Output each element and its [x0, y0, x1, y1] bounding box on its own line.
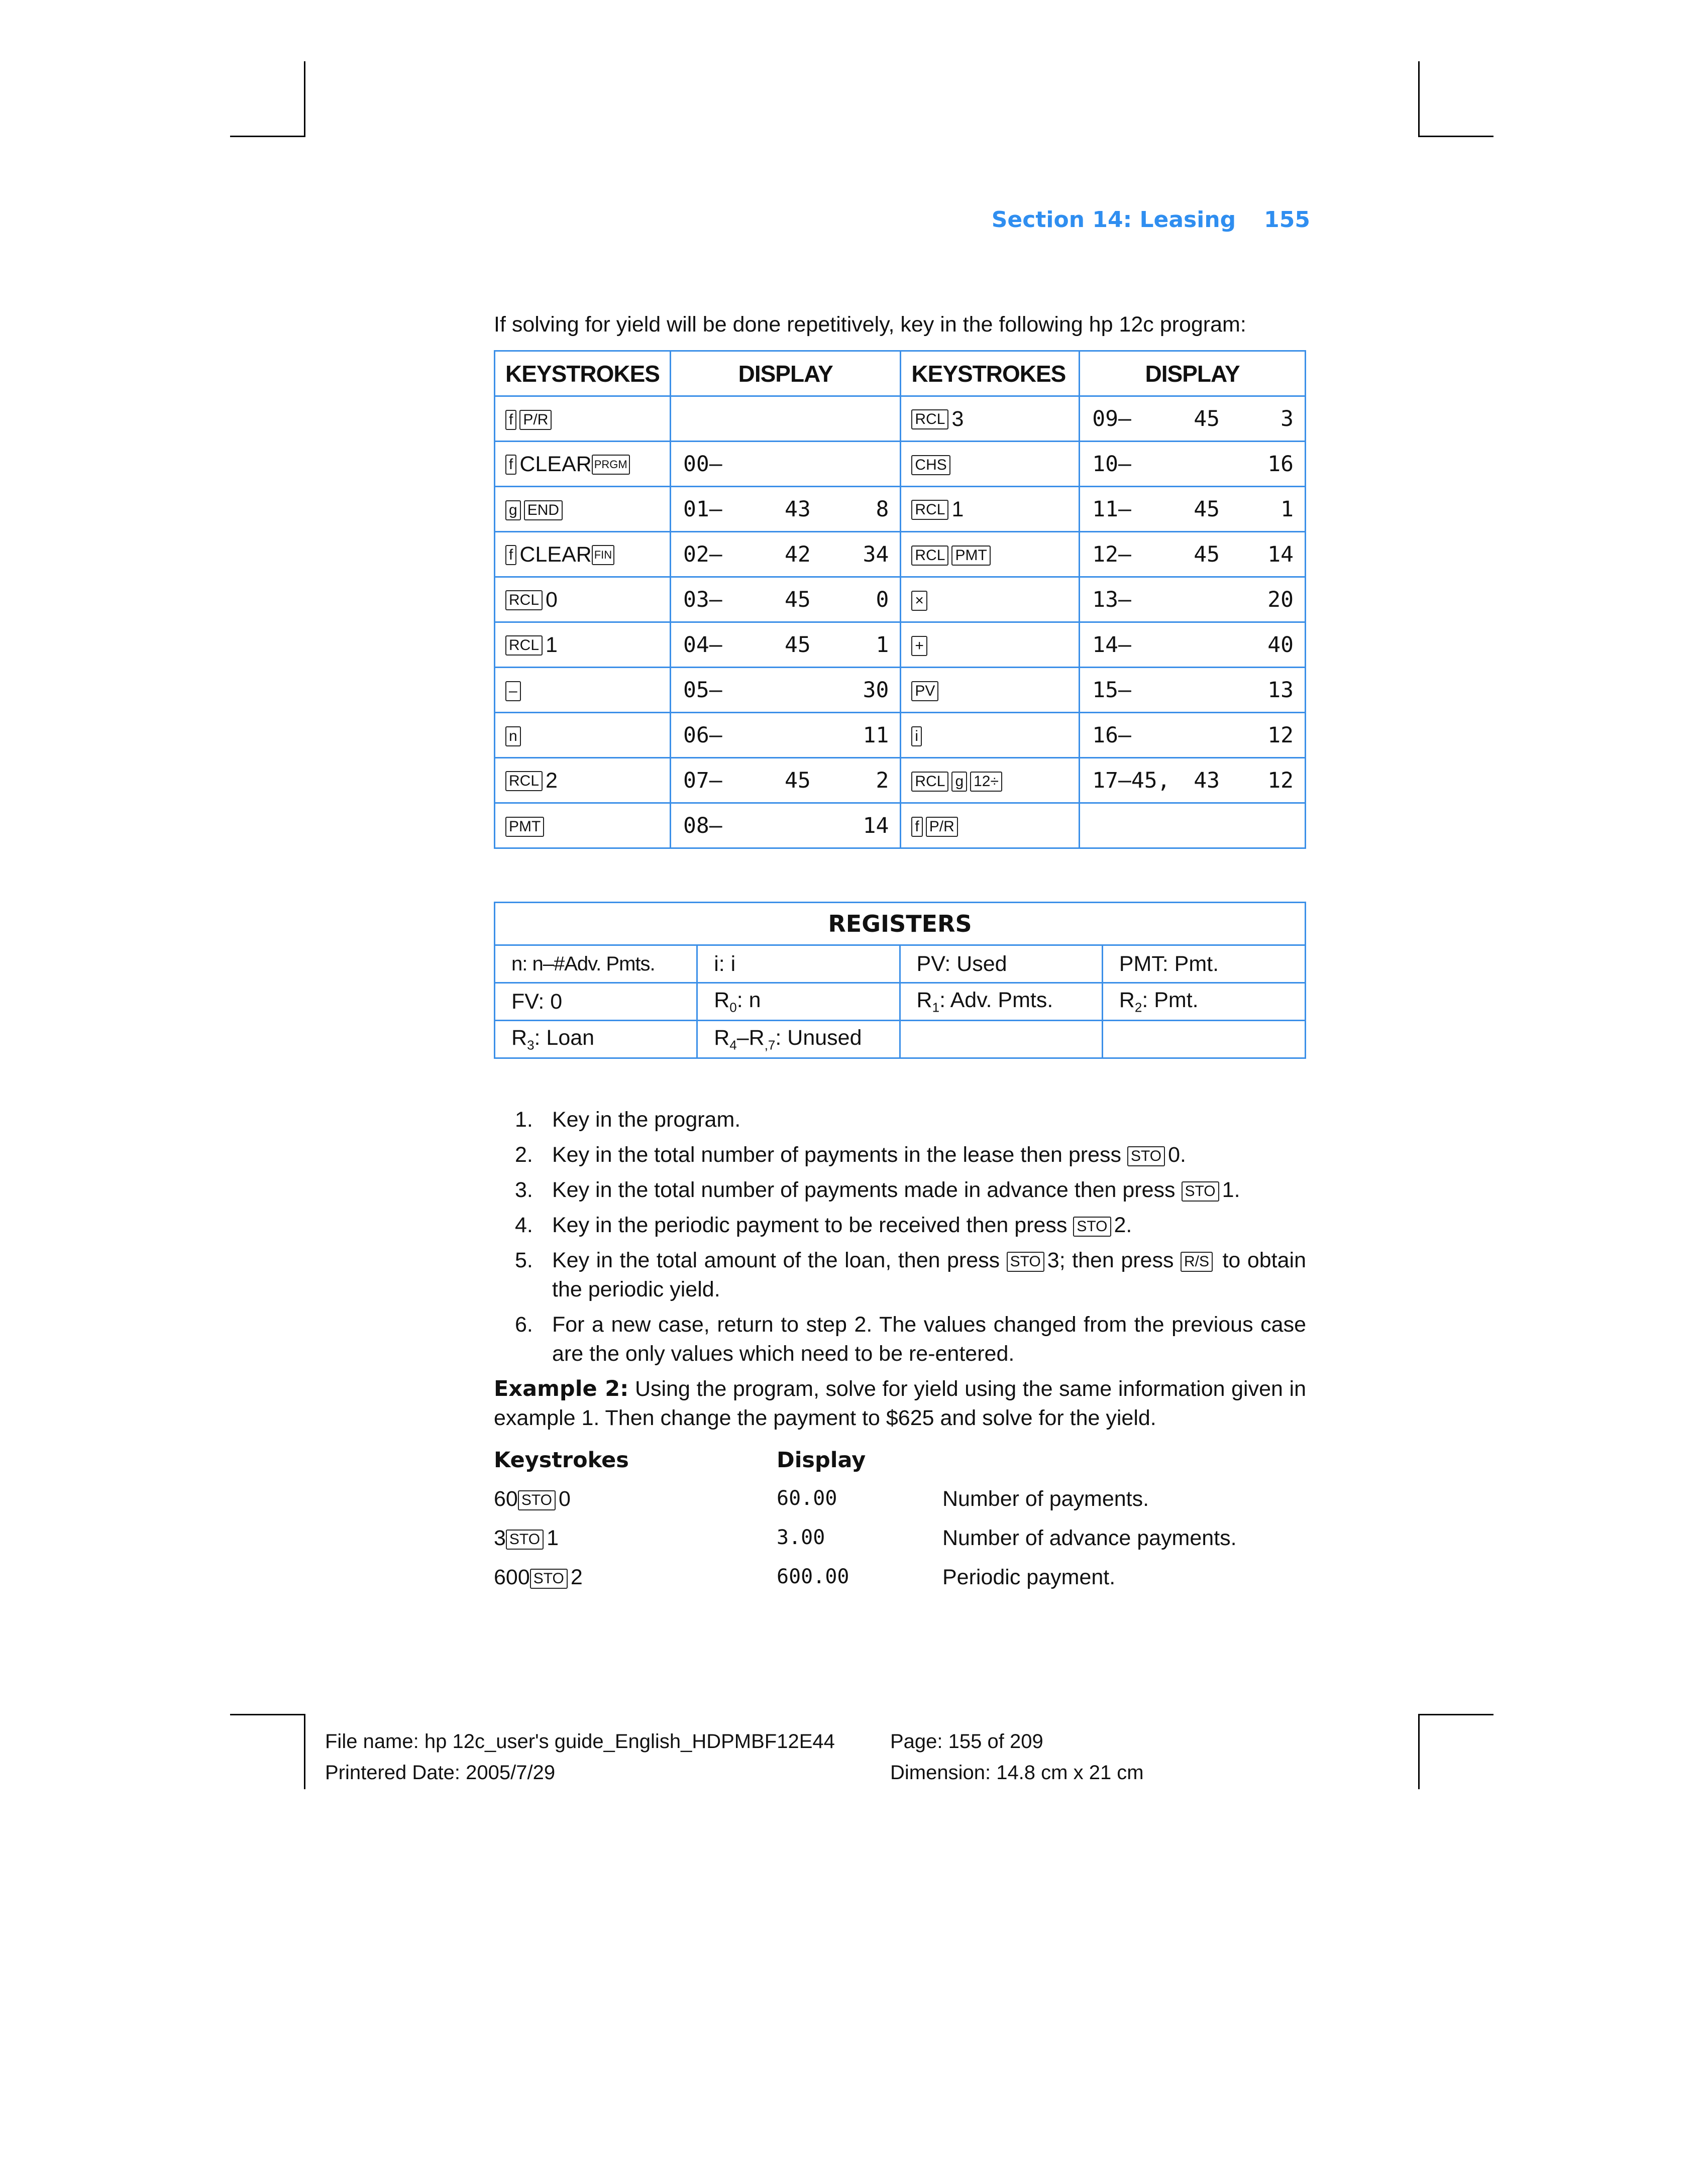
example-row	[494, 1526, 1306, 1565]
step-text: 3; then press	[1047, 1248, 1181, 1272]
footer-page: Page: 155 of 209	[890, 1730, 1043, 1753]
display-value: 34	[863, 541, 889, 567]
step-item	[494, 1310, 1306, 1368]
keystroke-cell	[495, 713, 671, 758]
calc-key: P/R	[926, 817, 958, 837]
example-number: 3	[494, 1526, 506, 1550]
display-value: 45	[1194, 541, 1220, 567]
display-value: 45	[784, 632, 811, 658]
step-number: 2.	[515, 1143, 533, 1167]
display-value: 14	[863, 813, 889, 838]
display-cell	[670, 396, 900, 442]
header-display-right: DISPLAY	[1080, 351, 1306, 396]
display-value: 45	[784, 587, 811, 612]
registers-title: REGISTERS	[495, 903, 1306, 945]
intro-paragraph: If solving for yield will be done repetitively, key in the following hp 12c program:	[494, 312, 1246, 337]
calc-key: END	[524, 500, 563, 520]
register-r2: $R_2$: Pmt.	[1102, 983, 1305, 1021]
running-header	[992, 207, 1310, 233]
display-cell	[1080, 396, 1306, 442]
keystroke-cell	[901, 487, 1080, 532]
header-keystrokes-left: KEYSTROKES	[495, 351, 671, 396]
display-value: 09–	[1092, 406, 1131, 431]
display-cell	[1080, 577, 1306, 622]
calc-key: RCL	[505, 771, 543, 791]
keystroke-text: 0	[546, 588, 558, 612]
display-value: 00–	[683, 451, 722, 477]
display-value: 15–	[1092, 677, 1131, 703]
registers-table	[494, 902, 1306, 1059]
display-value: 1	[876, 632, 889, 658]
display-value: 3	[1280, 406, 1294, 431]
keystroke-cell	[901, 577, 1080, 622]
step-text: Key in the total amount of the loan, then press	[552, 1248, 1007, 1272]
register-pv: PV: Used	[900, 945, 1102, 983]
footer-printed-date: Printered Date: 2005/7/29	[325, 1762, 556, 1784]
registers-row	[495, 945, 1306, 983]
display-value: 14	[1267, 541, 1294, 567]
keystroke-cell	[495, 532, 671, 577]
keystroke-cell	[495, 803, 671, 848]
display-cell	[670, 577, 900, 622]
display-value: 06–	[683, 722, 722, 748]
display-cell	[1080, 532, 1306, 577]
step-number: 3.	[515, 1178, 533, 1202]
calc-key: f	[505, 410, 516, 430]
keystroke-cell	[495, 668, 671, 713]
display-value: 2	[876, 768, 889, 793]
step-text: Key in the total number of payments in the lease then press	[552, 1143, 1127, 1167]
display-cell	[1080, 622, 1306, 668]
register-r3: $R_3$: Loan	[495, 1021, 697, 1058]
program-table-body	[495, 396, 1306, 848]
calc-key: STO	[518, 1490, 556, 1510]
crop-mark-bottom-right-v	[1418, 1714, 1420, 1789]
display-value: 10–	[1092, 451, 1131, 477]
display-value: 8	[876, 496, 889, 522]
footer-dimension: Dimension: 14.8 cm x 21 cm	[890, 1762, 1144, 1784]
example-number: 60	[494, 1487, 518, 1511]
display-value: 1	[1280, 496, 1294, 522]
register-r1: $R_1$: Adv. Pmts.	[900, 983, 1102, 1021]
keystroke-cell	[495, 396, 671, 442]
calc-key: ×	[911, 591, 927, 611]
program-row	[495, 713, 1306, 758]
keystroke-cell	[901, 713, 1080, 758]
display-value: 30	[863, 677, 889, 703]
display-value: 05–	[683, 677, 722, 703]
display-value: 13	[1267, 677, 1294, 703]
example-number: 600	[494, 1565, 530, 1589]
calc-key: f	[505, 545, 516, 565]
display-value: 03–	[683, 587, 722, 612]
display-value: 04–	[683, 632, 722, 658]
example-table-rows	[494, 1487, 1306, 1604]
step-text: to obtain the periodic yield.	[552, 1248, 1306, 1301]
calc-key: g	[505, 500, 521, 520]
keystroke-cell	[901, 396, 1080, 442]
example-header-keystrokes: Keystrokes	[494, 1448, 629, 1473]
registers-row	[495, 1021, 1306, 1058]
register-empty	[900, 1021, 1102, 1058]
example-register: 1	[547, 1526, 559, 1550]
program-row	[495, 803, 1306, 848]
example-description: Number of payments.	[942, 1487, 1149, 1511]
calc-key: RCL	[911, 546, 948, 566]
example-keystrokes	[494, 1565, 583, 1590]
program-row	[495, 622, 1306, 668]
display-cell	[1080, 487, 1306, 532]
program-table-header-row	[495, 351, 1306, 396]
step-item	[494, 1175, 1306, 1205]
display-value: 12	[1267, 722, 1294, 748]
step-text: Key in the program.	[552, 1108, 741, 1132]
instruction-steps	[494, 1105, 1306, 1374]
display-value: 01–	[683, 496, 722, 522]
example-register: 2	[570, 1565, 583, 1589]
registers-row	[495, 983, 1306, 1021]
crop-mark-top-left-h	[230, 136, 305, 137]
section-title: Section 14: Leasing	[991, 207, 1236, 233]
step-number: 6.	[515, 1313, 533, 1337]
display-cell	[1080, 758, 1306, 803]
step-text: 2.	[1114, 1213, 1132, 1237]
footer-left	[325, 1726, 835, 1788]
display-cell	[670, 668, 900, 713]
calc-key: +	[911, 636, 927, 656]
display-cell	[670, 442, 900, 487]
example-display: 600.00	[777, 1565, 849, 1588]
calc-key: PRGM	[592, 455, 630, 475]
footer-file-name: File name: hp 12c_user's guide_English_HDPMBF12E44	[325, 1730, 835, 1753]
crop-mark-bottom-right-h	[1418, 1714, 1493, 1715]
program-row	[495, 668, 1306, 713]
display-cell	[670, 758, 900, 803]
display-cell	[1080, 713, 1306, 758]
keystroke-cell	[901, 758, 1080, 803]
step-item	[494, 1246, 1306, 1304]
display-cell	[1080, 442, 1306, 487]
step-number: 5.	[515, 1248, 533, 1272]
step-item	[494, 1211, 1306, 1240]
register-r4-r7: $R_4-R_{,7}$: Unused	[697, 1021, 900, 1058]
display-cell	[670, 713, 900, 758]
step-number: 1.	[515, 1108, 533, 1132]
example-row	[494, 1487, 1306, 1526]
program-row	[495, 396, 1306, 442]
program-row	[495, 577, 1306, 622]
register-i: i: i	[697, 945, 900, 983]
display-value: 14–	[1092, 632, 1131, 658]
display-cell	[670, 487, 900, 532]
display-value: 45	[1194, 406, 1220, 431]
calc-key: STO	[1073, 1217, 1111, 1237]
display-value: 42	[784, 541, 811, 567]
program-row	[495, 442, 1306, 487]
step-text: For a new case, return to step 2. The values changed from the previous case are the only values which need to be re-entered.	[552, 1313, 1306, 1366]
step-text: 1.	[1222, 1178, 1240, 1202]
step-text: Key in the periodic payment to be received then press	[552, 1213, 1074, 1237]
keystroke-cell	[901, 668, 1080, 713]
display-value: 12–	[1092, 541, 1131, 567]
keystroke-cell	[495, 577, 671, 622]
step-item	[494, 1105, 1306, 1134]
header-keystrokes-right: KEYSTROKES	[901, 351, 1080, 396]
program-table	[494, 350, 1306, 849]
display-value: 16–	[1092, 722, 1131, 748]
calc-key: STO	[530, 1569, 568, 1589]
program-row	[495, 487, 1306, 532]
keystroke-text: CLEAR	[519, 542, 592, 567]
keystroke-cell	[901, 803, 1080, 848]
keystroke-cell	[901, 532, 1080, 577]
display-value: 43	[1194, 768, 1220, 793]
example-label: Example 2:	[494, 1376, 629, 1401]
display-value: 43	[784, 496, 811, 522]
register-empty	[1102, 1021, 1305, 1058]
display-value: 17–45,	[1092, 768, 1170, 793]
calc-key: R/S	[1181, 1252, 1213, 1272]
example-keystroke-table	[494, 1448, 1306, 1604]
display-value: 20	[1267, 587, 1294, 612]
display-value: 11–	[1092, 496, 1131, 522]
register-fv: FV: 0	[495, 983, 697, 1021]
register-r0: $R_0$: n	[697, 983, 900, 1021]
display-value: 11	[863, 722, 889, 748]
example-display: 60.00	[777, 1487, 837, 1510]
display-value: 02–	[683, 541, 722, 567]
example-row	[494, 1565, 1306, 1604]
crop-mark-bottom-left-v	[304, 1714, 305, 1789]
keystroke-cell	[901, 622, 1080, 668]
example-description: Number of advance payments.	[942, 1526, 1237, 1550]
example-table-header	[494, 1448, 1306, 1487]
display-value: 12	[1267, 768, 1294, 793]
calc-key: –	[505, 681, 521, 701]
step-number: 4.	[515, 1213, 533, 1237]
crop-mark-top-right-h	[1418, 136, 1493, 137]
program-row	[495, 532, 1306, 577]
register-pmt: PMT: Pmt.	[1102, 945, 1305, 983]
display-cell	[1080, 803, 1306, 848]
calc-key: i	[911, 726, 922, 746]
calc-key: RCL	[911, 409, 948, 429]
calc-key: RCL	[505, 590, 543, 610]
step-item	[494, 1140, 1306, 1169]
calc-key: 12÷	[970, 772, 1002, 792]
display-value: 07–	[683, 768, 722, 793]
program-row	[495, 758, 1306, 803]
calc-key: f	[911, 817, 922, 837]
example-text: Using the program, solve for yield using the same information given in example 1. Then change the payment to $625 and solve for the yield.	[494, 1377, 1306, 1430]
calc-key: PMT	[951, 546, 990, 566]
calc-key: n	[505, 726, 521, 746]
keystroke-text: 3	[951, 407, 964, 431]
keystroke-cell	[495, 487, 671, 532]
display-value: 40	[1267, 632, 1294, 658]
display-value: 13–	[1092, 587, 1131, 612]
step-text: 0.	[1168, 1143, 1186, 1167]
calc-key: CHS	[911, 455, 950, 475]
keystroke-text: 1	[546, 633, 558, 658]
display-cell	[1080, 668, 1306, 713]
calc-key: g	[951, 772, 967, 792]
crop-mark-top-left-v	[304, 61, 305, 137]
page-number: 155	[1264, 207, 1310, 233]
calc-key: RCL	[911, 500, 948, 520]
calc-key: PMT	[505, 817, 544, 837]
calc-key: RCL	[911, 772, 948, 792]
display-value: 45	[1194, 496, 1220, 522]
keystroke-text: 1	[951, 497, 964, 522]
calc-key: FIN	[592, 545, 614, 565]
example-header-display: Display	[777, 1448, 866, 1473]
calc-key: P/R	[519, 410, 552, 430]
display-value: 0	[876, 587, 889, 612]
calc-key: PV	[911, 681, 938, 701]
calc-key: RCL	[505, 635, 543, 656]
example-paragraph	[494, 1374, 1306, 1433]
register-n: n: n–#Adv. Pmts.	[495, 945, 697, 983]
crop-mark-bottom-left-h	[230, 1714, 305, 1715]
header-display-left: DISPLAY	[670, 351, 900, 396]
display-cell	[670, 803, 900, 848]
keystroke-text: 2	[546, 769, 558, 793]
display-value: 08–	[683, 813, 722, 838]
example-description: Periodic payment.	[942, 1565, 1116, 1589]
calc-key: f	[505, 455, 516, 475]
keystroke-cell	[495, 442, 671, 487]
example-keystrokes	[494, 1526, 559, 1551]
display-value: 16	[1267, 451, 1294, 477]
display-cell	[670, 622, 900, 668]
calc-key: STO	[1127, 1146, 1165, 1166]
footer-right	[890, 1726, 1144, 1788]
example-register: 0	[558, 1487, 571, 1511]
example-keystrokes	[494, 1487, 571, 1511]
keystroke-cell	[901, 442, 1080, 487]
keystroke-text: CLEAR	[519, 452, 592, 477]
example-display: 3.00	[777, 1526, 825, 1549]
calc-key: STO	[506, 1530, 544, 1550]
step-text: Key in the total number of payments made in advance then press	[552, 1178, 1182, 1202]
crop-mark-top-right-v	[1418, 61, 1420, 137]
keystroke-cell	[495, 758, 671, 803]
display-cell	[670, 532, 900, 577]
keystroke-cell	[495, 622, 671, 668]
calc-key: STO	[1182, 1181, 1219, 1202]
display-value: 45	[784, 768, 811, 793]
calc-key: STO	[1007, 1252, 1044, 1272]
